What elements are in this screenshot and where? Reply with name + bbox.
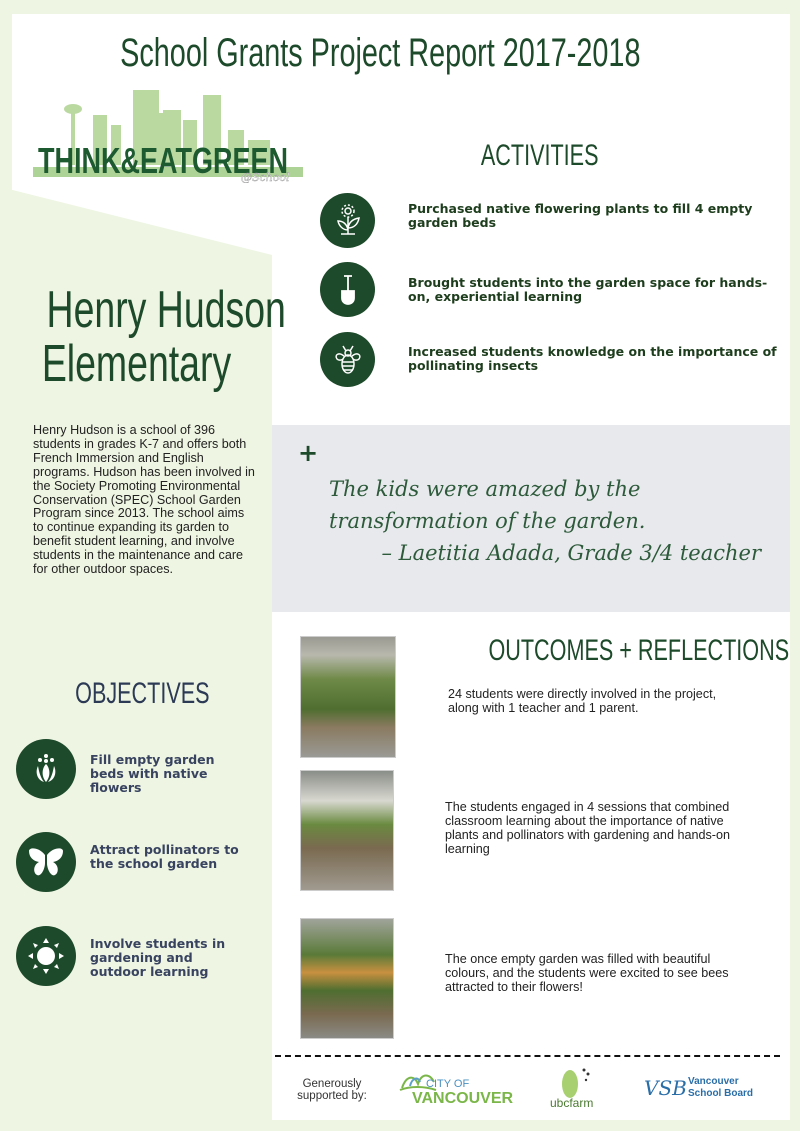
flower-plant-icon — [320, 193, 375, 248]
outcome-text: The students engaged in 4 sessions that combined classroom learning about the importance of native plants and pollinators with gardening and hands-on learning — [445, 800, 730, 856]
garden-photo — [300, 918, 394, 1039]
divider — [275, 1055, 780, 1057]
plus-icon: + — [298, 439, 319, 467]
supported-by-label: Generously supported by: — [297, 1078, 367, 1102]
objective-text: Fill empty garden beds with native flowers — [90, 752, 215, 795]
bee-icon — [320, 332, 375, 387]
activities-heading: ACTIVITIES — [481, 139, 599, 172]
garden-photo — [300, 770, 394, 891]
svg-text:THINK&EATGREEN: THINK&EATGREEN — [38, 140, 288, 181]
activity-text: Purchased native flowering plants to fill 4 empty garden beds — [408, 201, 753, 230]
vancouver-school-board-logo: VSB Vancouver School Board — [644, 1076, 754, 1100]
butterfly-icon — [16, 832, 76, 892]
shovel-icon — [320, 262, 375, 317]
tulip-icon — [16, 739, 76, 799]
school-name: Henry Hudson Elementary — [41, 281, 286, 393]
sun-icon — [16, 926, 76, 986]
outcomes-heading: OUTCOMES + REFLECTIONS — [488, 634, 790, 667]
objective-text: Attract pollinators to the school garden — [90, 842, 239, 871]
think-eat-green-logo — [33, 85, 303, 183]
outcome-text: The once empty garden was filled with beautiful colours, and the students were excited to see bees attracted to their flowers! — [445, 952, 729, 994]
svg-text:@School: @School — [241, 171, 290, 183]
quote-box — [272, 425, 790, 612]
page-title: School Grants Project Report 2017-2018 — [119, 31, 641, 75]
activity-text: Increased students knowledge on the importance of pollinating insects — [408, 344, 777, 373]
objective-text: Involve students in gardening and outdoor learning — [90, 936, 226, 979]
garden-photo — [300, 636, 396, 758]
objectives-heading: OBJECTIVES — [74, 677, 210, 710]
activity-text: Brought students into the garden space for hands-on, experiential learning — [408, 275, 768, 304]
quote-text: The kids were amazed by the transformation of the garden. – Laetitia Adada, Grade 3/4 teacher — [329, 477, 761, 565]
school-description: Henry Hudson is a school of 396 students in grades K-7 and offers both French Immersion and English programs. Hudson has been involved in the Society Promoting Environmental Conservation (SPEC) School Garden Program since 2013. The school aims to continue expanding its garden to benefit student learning, and involve students in the maintenance and care for other outdoor spaces. — [33, 423, 255, 577]
outcome-text: 24 students were directly involved in the project, along with 1 teacher and 1 parent. — [448, 687, 717, 715]
city-of-vancouver-logo: CITY OF VANCOUVER — [398, 1068, 518, 1110]
ubc-farm-logo: ubcfarm — [548, 1066, 598, 1112]
